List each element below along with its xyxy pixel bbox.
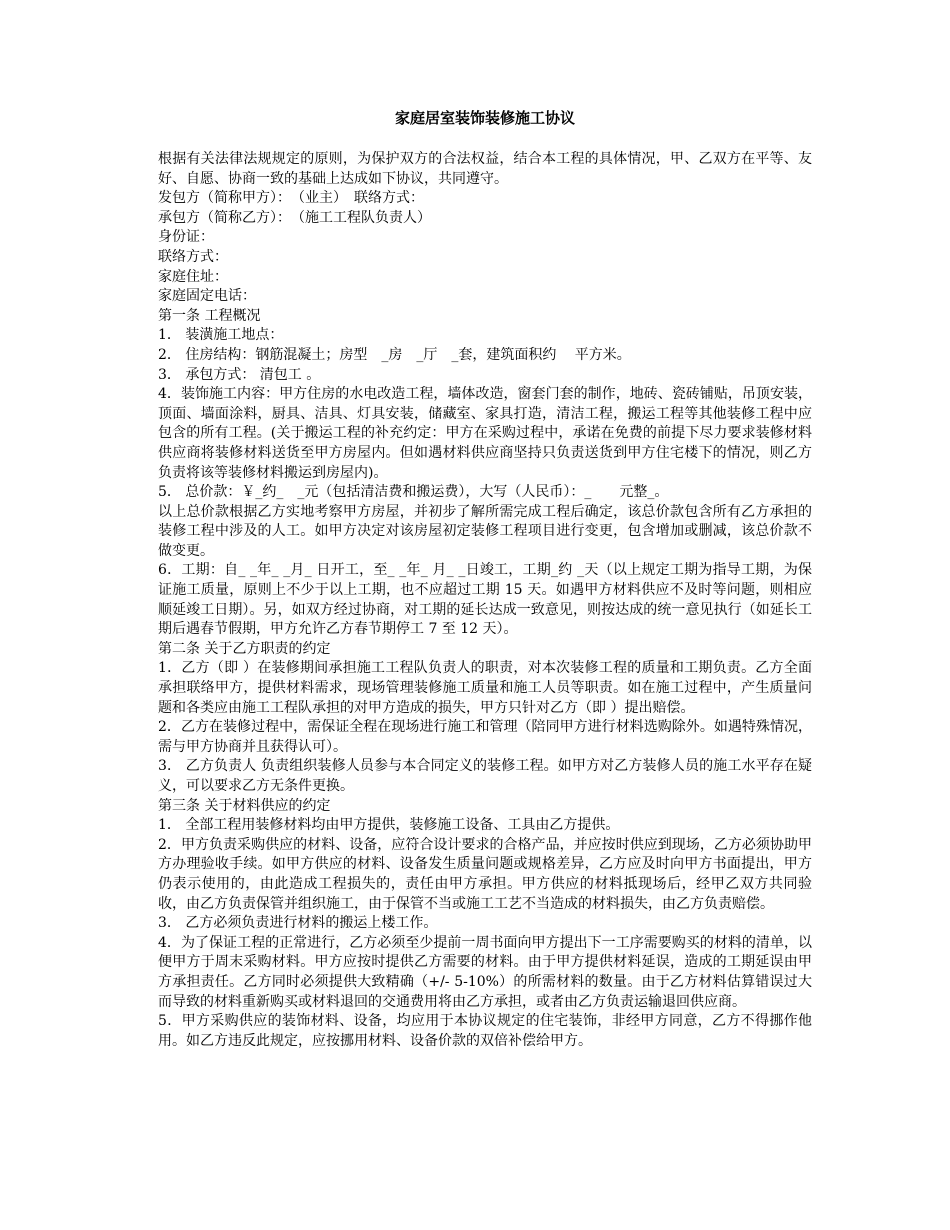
home-phone-line: 家庭固定电话：	[158, 288, 256, 305]
article-3-item-2: 2．甲方负责采购供应的材料、设备，应符合设计要求的合格产品，并应按时供应到现场，乙方必须协助甲方办理验收手续。如甲方供应的材料、设备发生质量问题或规格差异，乙方应及时向甲方书面提出，甲方仍表示使用的，由此造成工程损失的，责任由甲方承担。甲方供应的材料抵现场后，经甲乙双方共同验收，由乙方负责保管并组织施工，由于保管不当或施工工艺不当造成的材料损失，由乙方负责赔偿。	[158, 836, 812, 912]
article-2-item-2: 2．乙方在装修过程中，需保证全程在现场进行施工和管理（陪同甲方进行材料选购除外。如遇特殊情况，需与甲方协商并且获得认可）。	[158, 719, 812, 755]
article-1-item-1: 1． 装潢施工地点：	[158, 327, 284, 344]
id-card-line: 身份证：	[158, 229, 214, 246]
article-2-item-1: 1．乙方（即 ）在装修期间承担施工工程队负责人的职责，对本次装修工程的质量和工期负责。乙方全面承担联络甲方，提供材料需求，现场管理装修施工质量和施工人员等职责。如在施工过程中，产生质量问题和各类应由施工工程队承担的对甲方造成的损失，甲方只针对乙方（即 ）提出赔偿。	[158, 660, 812, 716]
document-page	[158, 108, 812, 1051]
article-2-item-3: 3． 乙方负责人 负责组织装修人员参与本合同定义的装修工程。如甲方对乙方装修人员的施工水平存在疑义，可以要求乙方无条件更换。	[158, 758, 812, 794]
article-3-item-1: 1． 全部工程用装修材料均由甲方提供，装修施工设备、工具由乙方提供。	[158, 817, 620, 834]
article-1-item-3: 3． 承包方式： 清包工 。	[158, 366, 321, 383]
article-1-item-2: 2． 住房结构：钢筋混凝土；房型 _房 _厅 _套，建筑面积约 平方米。	[158, 346, 631, 363]
article-1-heading: 第一条 工程概况	[158, 307, 261, 324]
home-address-line: 家庭住址：	[158, 268, 228, 285]
party-b-line: 承包方（简称乙方）： （施工工程队负责人）	[158, 209, 431, 226]
article-3-item-3: 3． 乙方必须负责进行材料的搬运上楼工作。	[158, 915, 438, 932]
document-title: 家庭居室装饰装修施工协议	[394, 109, 575, 127]
article-2-heading: 第二条 关于乙方职责的约定	[158, 640, 331, 657]
article-3-heading: 第三条 关于材料供应的约定	[158, 797, 331, 814]
article-1-item-6: 6．工期：自_ _年_ _月_ 日开工，至_ _年_ 月_ _日竣工，工期_约 _天（以上规定工期为指导工期，为保证施工质量，原则上不少于以上工期，也不应超过工期 15 天。如遇甲方材料供应不及时等问题，则相应顺延竣工日期）。另，如双方经过协商，对工期的延长达成一致意见，则按达成的统一意见执行（如延长工期后遇春节假期，甲方允许乙方春节期停工 7 至 12 天）。	[158, 562, 812, 638]
article-1-item-5-note: 以上总价款根据乙方实地考察甲方房屋，并初步了解所需完成工程后确定，该总价款包含所有乙方承担的装修工程中涉及的人工。如甲方决定对该房屋初定装修工程项目进行变更，包含增加或删减，该总价款不做变更。	[158, 503, 812, 559]
contact-line: 联络方式：	[158, 248, 228, 265]
document-body	[158, 150, 812, 1051]
article-3-item-4: 4．为了保证工程的正常进行，乙方必须至少提前一周书面向甲方提出下一工序需要购买的材料的清单，以便甲方于周末采购材料。甲方应按时提供乙方需要的材料。由于甲方提供材料延误，造成的工期延误由甲方承担责任。乙方同时必须提供大致精确（+/- 5-10%）的所需材料的数量。由于乙方材料估算错误过大而导致的材料重新购买或材料退回的交通费用将由乙方承担，或者由乙方负责运输退回供应商。	[158, 934, 812, 1010]
article-1-item-5: 5． 总价款：￥_约_ _元（包括清洁费和搬运费），大写（人民币）：_ 元整_。	[158, 484, 669, 501]
article-3-item-5: 5．甲方采购供应的装饰材料、设备，均应用于本协议规定的住宅装饰，非经甲方同意，乙方不得挪作他用。如乙方违反此规定，应按挪用材料、设备价款的双倍补偿给甲方。	[158, 1013, 812, 1049]
intro-paragraph: 根据有关法律法规规定的原则，为保护双方的合法权益，结合本工程的具体情况，甲、乙双方在平等、友好、自愿、协商一致的基础上达成如下协议，共同遵守。	[158, 151, 812, 187]
article-1-item-4: 4．装饰施工内容：甲方住房的水电改造工程，墙体改造，窗套门套的制作，地砖、瓷砖铺贴，吊顶安装，顶面、墙面涂料，厨具、洁具、灯具安装，储藏室、家具打造，清洁工程，搬运工程等其他装修工程中应包含的所有工程。(关于搬运工程的补充约定：甲方在采购过程中，承诺在免费的前提下尽力要求装修材料供应商将装修材料送货至甲方房屋内。但如遇材料供应商坚持只负责送货到甲方住宅楼下的情况，则乙方负责将该等装修材料搬运到房屋内)。	[158, 386, 812, 481]
party-a-line: 发包方（简称甲方）： （业主） 联络方式：	[158, 190, 424, 207]
